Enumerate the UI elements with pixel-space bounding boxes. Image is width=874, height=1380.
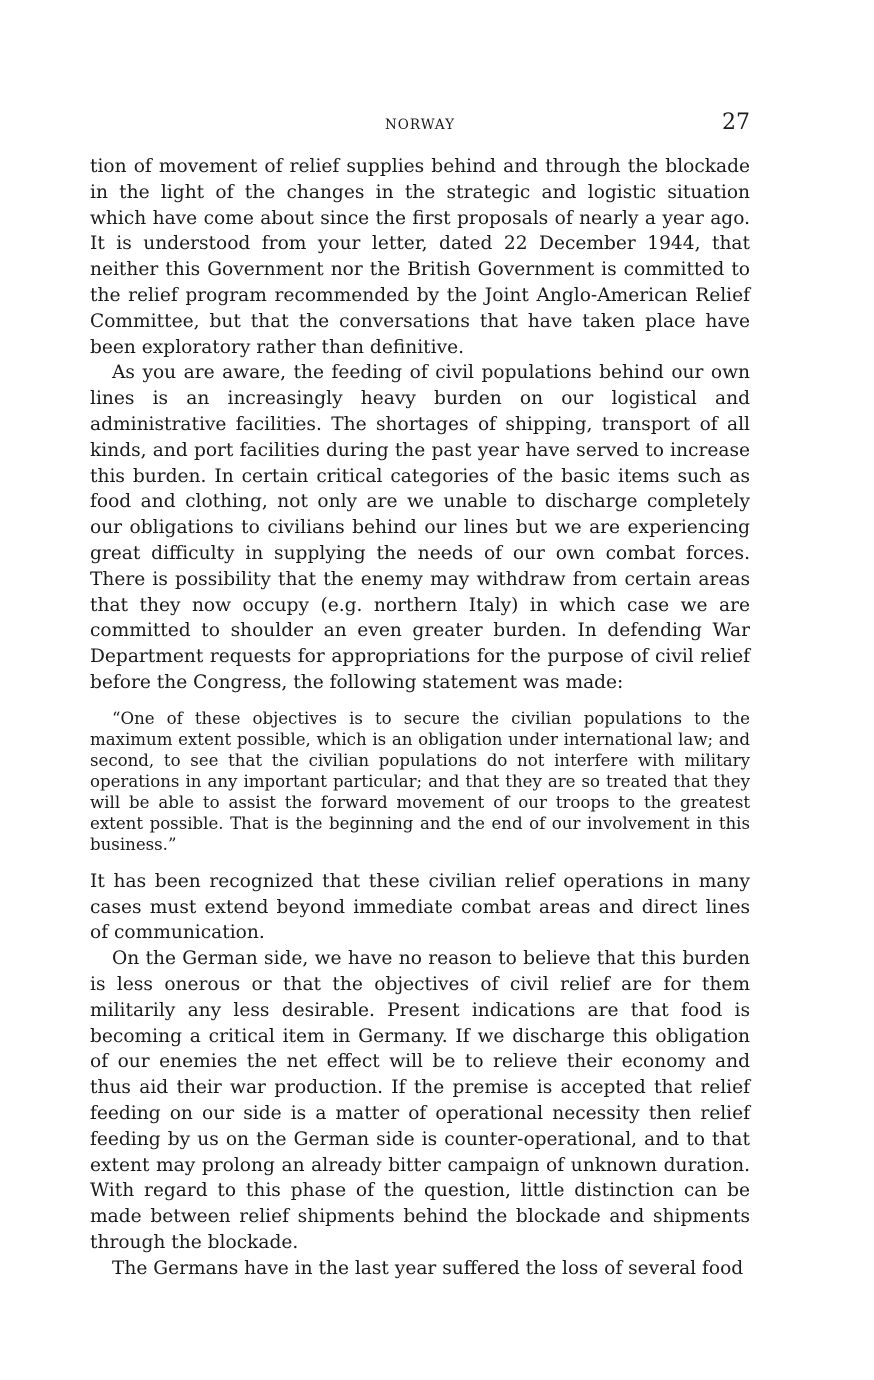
- running-head: [90, 110, 750, 140]
- document-page: [90, 0, 750, 1380]
- block-quote: “One of these objectives is to secure the civilian populations to the maximum extent possible, which is an obligation under international law; and second, to see that the civilian populations do not interfere with military operations in any important particular; and that they are so treated that they will be able to assist the forward movement of our troops to the greatest extent possible. That is the beginning and the end of our involvement in this business.”: [90, 708, 750, 854]
- paragraph-food-loss: The Germans have in the last year suffered the loss of several food: [112, 1257, 744, 1279]
- running-title: NORWAY: [384, 117, 456, 133]
- paragraph-continuation: tion of movement of relief supplies behind and through the blockade in the light of the changes in the strategic and logistic situation which have come about since the first proposals of nearly a year ago. It is understood from your letter, dated 22 December 1944, that neither this Government nor the British Government is committed to the relief program recommended by the Joint Anglo-American Relief Committee, but that the conversations that have taken place have been exploratory rather than definitive.: [90, 156, 750, 358]
- paragraph-relief-operations: It has been recognized that these civilian relief operations in many cases must extend beyond immediate combat areas and direct lines of communication.: [90, 870, 750, 944]
- body-text: [90, 154, 750, 1281]
- paragraph-german-side: On the German side, we have no reason to believe that this burden is less onerous or that the objectives of civil relief are for them militarily any less desirable. Present indications are that food is becoming a critical item in Germany. If we discharge this obligation of our enemies the net effect will be to relieve their economy and thus aid their war production. If the premise is accepted that relief feeding on our side is a matter of operational necessity then relief feeding by us on the German side is counter-operational, and to that extent may prolong an already bitter campaign of unknown duration. With regard to this phase of the question, little distinction can be made between relief shipments behind the blockade and shipments through the blockade.: [90, 948, 750, 1253]
- paragraph-feeding-burden: As you are aware, the feeding of civil populations behind our own lines is an increasingly heavy burden on our logistical and administrative facilities. The shortages of shipping, transport of all kinds, and port facilities during the past year have served to increase this burden. In certain critical categories of the basic items such as food and clothing, not only are we unable to discharge completely our obligations to civilians behind our lines but we are experiencing great difficulty in supplying the needs of our own combat forces. There is possibility that the enemy may withdraw from certain areas that they now occupy (e.g. northern Italy) in which case we are committed to shoulder an even greater burden. In defending War Department requests for appropriations for the purpose of civil relief before the Congress, the following statement was made:: [90, 362, 750, 693]
- page-number: 27: [722, 110, 750, 135]
